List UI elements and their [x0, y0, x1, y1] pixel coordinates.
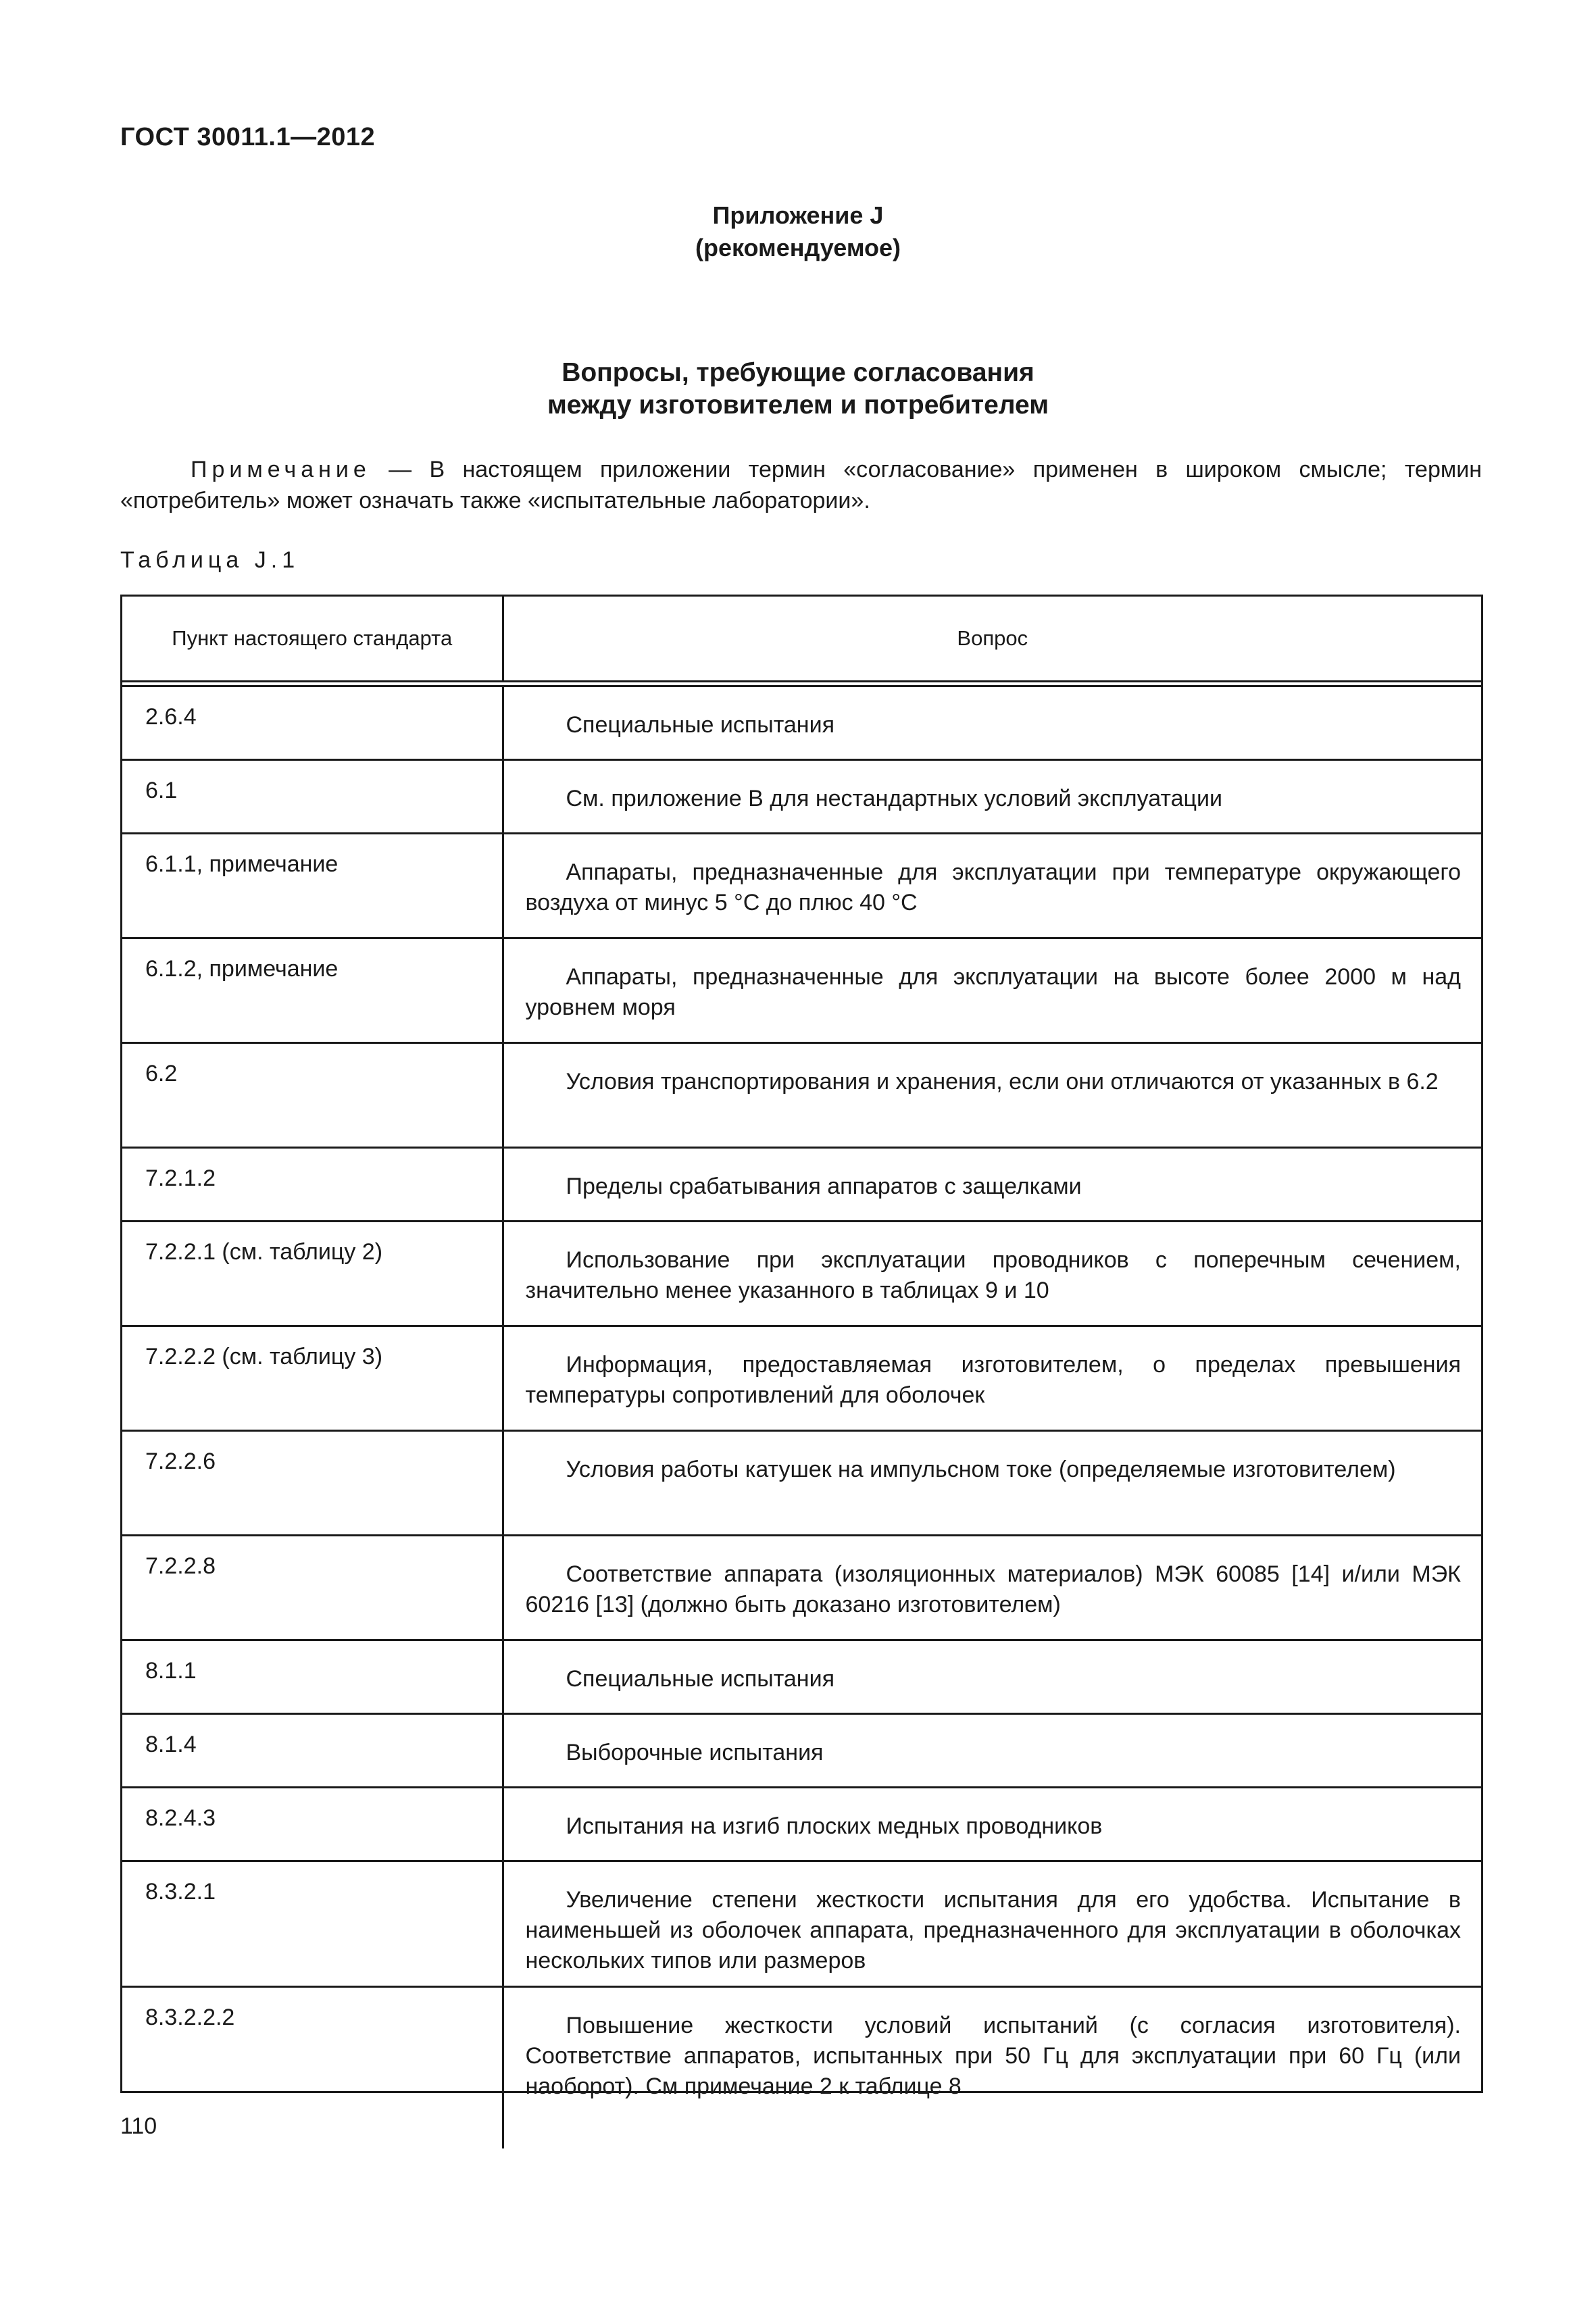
clause-cell: 8.1.4	[122, 1714, 503, 1788]
question-cell: Условия работы катушек на импульсном токе (определяемые изготовителем)	[503, 1431, 1481, 1536]
table-caption: Таблица J.1	[120, 547, 300, 573]
clause-cell: 7.2.2.8	[122, 1536, 503, 1640]
clause-cell: 7.2.2.6	[122, 1431, 503, 1536]
question-cell: Аппараты, предназначенные для эксплуатации на высоте более 2000 м над уровнем моря	[503, 938, 1481, 1043]
question-cell: Условия транспортирования и хранения, если они отличаются от указанных в 6.2	[503, 1043, 1481, 1148]
clause-cell: 7.2.2.1 (см. таблицу 2)	[122, 1222, 503, 1326]
clause-cell: 8.2.4.3	[122, 1788, 503, 1861]
question-cell: Аппараты, предназначенные для эксплуатации при температуре окружающего воздуха от минус 5 °C до плюс 40 °C	[503, 834, 1481, 938]
question-cell: Повышение жесткости условий испытаний (с согласия изготовителя). Соответствие аппаратов, испытанных при 50 Гц для эксплуатации при 60 Гц (или наоборот). См примечание 2 к таблице 8	[503, 1987, 1481, 2149]
clause-cell: 8.3.2.1	[122, 1861, 503, 1987]
question-cell: Информация, предоставляемая изготовителем, о пределах превышения температуры сопротивлений для оболочек	[503, 1326, 1481, 1431]
clause-cell: 2.6.4	[122, 684, 503, 760]
questions-table	[120, 595, 1483, 2099]
note-paragraph	[120, 454, 1482, 516]
table-row	[122, 1043, 1481, 1148]
table-row	[122, 1222, 1481, 1326]
clause-cell: 7.2.2.2 (см. таблицу 3)	[122, 1326, 503, 1431]
table-row	[122, 1714, 1481, 1788]
table-header-row	[122, 597, 1481, 684]
question-cell: Специальные испытания	[503, 1640, 1481, 1714]
table-row	[122, 760, 1481, 834]
clause-cell: 7.2.1.2	[122, 1148, 503, 1222]
column-header-clause: Пункт настоящего стандарта	[122, 597, 503, 684]
clause-cell: 6.1	[122, 760, 503, 834]
question-cell: Увеличение степени жесткости испытания для его удобства. Испытание в наименьшей из оболочек аппарата, предназначенного для эксплуатации в оболочках нескольких типов или размеров	[503, 1861, 1481, 1987]
clause-cell: 8.3.2.2.2	[122, 1987, 503, 2149]
table-row	[122, 938, 1481, 1043]
question-cell: Пределы срабатывания аппаратов с защелками	[503, 1148, 1481, 1222]
table-row	[122, 1148, 1481, 1222]
annex-title: Приложение J	[712, 201, 884, 229]
table-row	[122, 1861, 1481, 1987]
table-row	[122, 1326, 1481, 1431]
page-number: 110	[120, 2113, 157, 2139]
clause-cell: 6.1.2, примечание	[122, 938, 503, 1043]
table-row	[122, 684, 1481, 760]
question-cell: Использование при эксплуатации проводников с поперечным сечением, значительно менее указанного в таблицах 9 и 10	[503, 1222, 1481, 1326]
clause-cell: 6.1.1, примечание	[122, 834, 503, 938]
note-label: Примечание	[191, 457, 371, 482]
column-header-question: Вопрос	[503, 597, 1481, 684]
table-row	[122, 1536, 1481, 1640]
section-heading-line-2: между изготовителем и потребителем	[547, 391, 1049, 420]
question-cell: Испытания на изгиб плоских медных проводников	[503, 1788, 1481, 1861]
section-heading-line-1: Вопросы, требующие согласования	[562, 358, 1034, 387]
table-row	[122, 834, 1481, 938]
clause-cell: 8.1.1	[122, 1640, 503, 1714]
question-cell: Специальные испытания	[566, 712, 834, 738]
table-row	[122, 1987, 1481, 2149]
document-code: ГОСТ 30011.1—2012	[120, 123, 376, 151]
question-cell: См. приложение B для нестандартных условий эксплуатации	[503, 760, 1481, 834]
question-cell: Соответствие аппарата (изоляционных материалов) МЭК 60085 [14] и/или МЭК 60216 [13] (должно быть доказано изготовителем)	[503, 1536, 1481, 1640]
table-row	[122, 1640, 1481, 1714]
table-row	[122, 1788, 1481, 1861]
question-cell: Выборочные испытания	[503, 1714, 1481, 1788]
table-row	[122, 1431, 1481, 1536]
annex-type: (рекомендуемое)	[695, 234, 901, 261]
clause-cell: 6.2	[122, 1043, 503, 1148]
note-text: — В настоящем приложении термин «согласование» применен в широком смысле; термин «потребитель» может означать также «испытательные лаборатории».	[120, 457, 1482, 513]
